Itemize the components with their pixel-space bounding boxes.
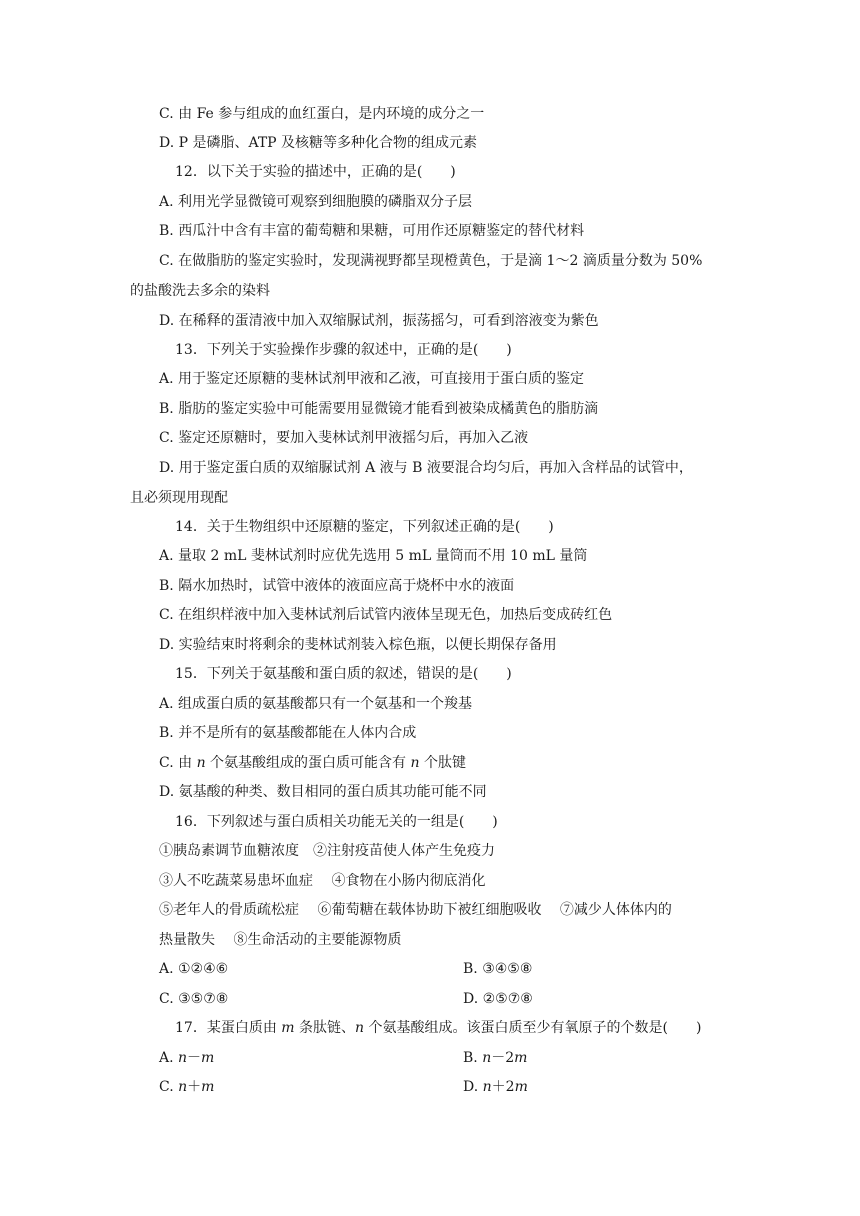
q17-stem-part-3: 个氨基酸组成。该蛋白质至少有氧原子的个数是( ) xyxy=(364,1020,702,1036)
q13-option-c: C. 鉴定还原糖时，要加入斐林试剂甲液摇匀后，再加入乙液 xyxy=(159,430,529,446)
q11-option-d: D. P 是磷脂、ATP 及核糖等多种化合物的组成元素 xyxy=(159,135,478,151)
q12-option-c-continued: 的盐酸洗去多余的染料 xyxy=(130,283,270,299)
q15-c-prefix: C. 由 xyxy=(159,755,197,771)
question-17-stem xyxy=(175,1018,701,1038)
variable-m: m xyxy=(201,1050,215,1066)
q16-items-line-4: 热量散失 ⑧生命活动的主要能源物质 xyxy=(159,932,402,948)
q13-option-b: B. 脂肪的鉴定实验中可能需要用显微镜才能看到被染成橘黄色的脂肪滴 xyxy=(159,401,599,417)
variable-m: m xyxy=(281,1020,295,1036)
variable-m: m xyxy=(514,1079,528,1095)
q17-option-c xyxy=(159,1077,214,1097)
variable-n: n xyxy=(196,755,206,771)
variable-n: n xyxy=(178,1050,188,1066)
q17-option-b xyxy=(463,1048,527,1068)
q16-option-c: C. ③⑤⑦⑧ xyxy=(159,991,229,1007)
question-14-stem: 14．关于生物组织中还原糖的鉴定，下列叙述正确的是( ) xyxy=(175,519,554,535)
q13-option-a: A. 用于鉴定还原糖的斐林试剂甲液和乙液，可直接用于蛋白质的鉴定 xyxy=(159,371,585,387)
q14-option-b: B. 隔水加热时，试管中液体的液面应高于烧杯中水的液面 xyxy=(159,578,515,594)
q15-option-d: D. 氨基酸的种类、数目相同的蛋白质其功能可能不同 xyxy=(159,784,487,800)
q13-option-d-continued: 且必须现用现配 xyxy=(130,490,228,506)
q13-option-d: D. 用于鉴定蛋白质的双缩脲试剂 A 液与 B 液要混合均匀后，再加入含样品的试管中， xyxy=(159,460,693,476)
operator: －2 xyxy=(491,1050,515,1066)
variable-n: n xyxy=(410,755,420,771)
q15-option-b: B. 并不是所有的氨基酸都能在人体内合成 xyxy=(159,725,417,741)
variable-n: n xyxy=(355,1020,365,1036)
q17-option-a xyxy=(159,1048,214,1068)
q15-c-suffix: 个肽键 xyxy=(419,755,466,771)
option-letter: C. xyxy=(159,1079,179,1095)
q12-option-a: A. 利用光学显微镜可观察到细胞膜的磷脂双分子层 xyxy=(159,194,473,210)
q14-option-a: A. 量取 2 mL 斐林试剂时应优先选用 5 mL 量筒而不用 10 mL 量筒 xyxy=(159,548,588,564)
q17-stem-part-1: 17．某蛋白质由 xyxy=(175,1020,282,1036)
question-13-stem: 13．下列关于实验操作步骤的叙述中，正确的是( ) xyxy=(175,342,512,358)
variable-n: n xyxy=(482,1050,492,1066)
q12-option-d: D. 在稀释的蛋清液中加入双缩脲试剂，振荡摇匀，可看到溶液变为紫色 xyxy=(159,313,599,329)
q16-items-line-2: ③人不吃蔬菜易患坏血症 ④食物在小肠内彻底消化 xyxy=(159,873,486,889)
q14-option-c: C. 在组织样液中加入斐林试剂后试管内液体呈现无色，加热后变成砖红色 xyxy=(159,607,613,623)
q12-option-c: C. 在做脂肪的鉴定实验时，发现满视野都呈现橙黄色，于是滴 1～2 滴质量分数为 50% xyxy=(159,253,703,269)
q17-option-d xyxy=(463,1077,528,1097)
q11-option-c: C. 由 Fe 参与组成的血红蛋白，是内环境的成分之一 xyxy=(159,106,485,122)
q16-option-d: D. ②⑤⑦⑧ xyxy=(463,991,533,1007)
q15-option-a: A. 组成蛋白质的氨基酸都只有一个氨基和一个羧基 xyxy=(159,696,473,712)
q15-option-c xyxy=(159,753,466,773)
q15-c-middle: 个氨基酸组成的蛋白质可能含有 xyxy=(205,755,411,771)
variable-n: n xyxy=(178,1079,188,1095)
question-16-stem: 16．下列叙述与蛋白质相关功能无关的一组是( ) xyxy=(175,814,498,830)
variable-n: n xyxy=(482,1079,492,1095)
option-letter: D. xyxy=(463,1079,483,1095)
question-15-stem: 15．下列关于氨基酸和蛋白质的叙述，错误的是( ) xyxy=(175,666,512,682)
operator: ＋ xyxy=(187,1079,202,1095)
q16-option-b: B. ③④⑤⑧ xyxy=(463,961,533,977)
q12-option-b: B. 西瓜汁中含有丰富的葡萄糖和果糖，可用作还原糖鉴定的替代材料 xyxy=(159,223,585,239)
option-letter: A. xyxy=(159,1050,179,1066)
question-12-stem: 12．以下关于实验的描述中，正确的是( ) xyxy=(175,164,456,180)
variable-m: m xyxy=(514,1050,528,1066)
operator: ＋2 xyxy=(491,1079,515,1095)
q17-stem-part-2: 条肽链、 xyxy=(294,1020,355,1036)
option-letter: B. xyxy=(463,1050,483,1066)
q16-items-line-1: ①胰岛素调节血糖浓度 ②注射疫苗使人体产生免疫力 xyxy=(159,843,495,859)
q16-items-line-3: ⑤老年人的骨质疏松症 ⑥葡萄糖在载体协助下被红细胞吸收 ⑦减少人体体内的 xyxy=(159,902,672,918)
q14-option-d: D. 实验结束时将剩余的斐林试剂装入棕色瓶，以便长期保存备用 xyxy=(159,637,557,653)
q16-option-a: A. ①②④⑥ xyxy=(159,961,229,977)
operator: － xyxy=(187,1050,202,1066)
variable-m: m xyxy=(201,1079,215,1095)
